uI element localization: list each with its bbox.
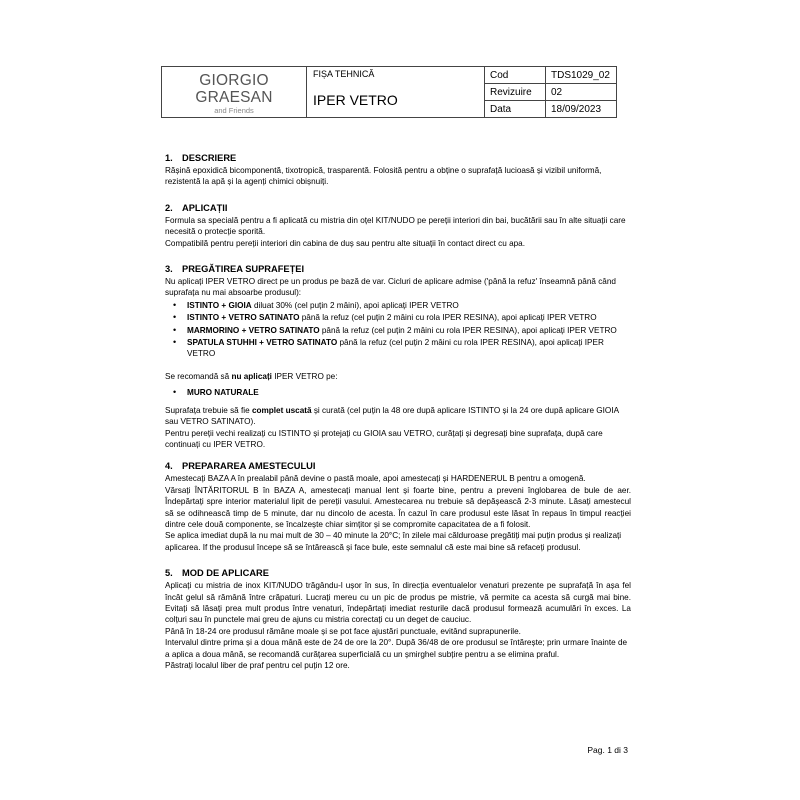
- section-heading-prepararea-amestecului: [165, 460, 631, 472]
- meta-value-revision: 02: [546, 84, 617, 101]
- document-title: IPER VETRO: [313, 92, 398, 108]
- brand-logo: [162, 67, 307, 118]
- list-item: • MARMORINO + VETRO SATINATO până la refuz (cel puțin 2 mâini cu rola IPER RESINA), apoi aplicați IPER VETRO: [165, 325, 631, 336]
- section-heading-mod-de-aplicare: [165, 567, 631, 579]
- paragraph: Păstrați localul liber de praf pentru cel puțin 12 ore.: [165, 661, 350, 670]
- paragraph: Intervalul dintre prima și a doua mână este de 24 de ore la 20°. După 36/48 de ore produsul se întărește; prin urmare înainte de a aplica a doua mână, se recomandă curățarea superficială cu un șmirghel subțire pentru a se elimina praful.: [165, 638, 628, 659]
- page-number: Pag. 1 di 3: [587, 745, 628, 755]
- title-cell: [307, 67, 485, 118]
- section-title: DESCRIERE: [182, 153, 237, 163]
- section-number: 4.: [165, 461, 173, 472]
- paragraph: Se aplica imediat după la nu mai mult de 30 – 40 minute la 20°C; în zilele mai călduroase pregătiți mai puțin produs și realizați aplicarea. If the produsul începe să se întărească și face bule, este semnalul că este mai bine să refaceți produsul.: [165, 531, 622, 552]
- section-number: 2.: [165, 202, 173, 213]
- document-body: [165, 152, 631, 671]
- meta-key-date: Data: [485, 101, 546, 118]
- paragraph: Se recomandă să nu aplicați IPER VETRO pe:: [165, 371, 338, 381]
- section-title: PREGĂTIREA SUPRAFEȚEI: [182, 264, 305, 275]
- section-title: MOD DE APLICARE: [182, 568, 269, 579]
- not-recommended-list: [165, 387, 631, 398]
- paragraph: Aplicați cu mistria de inox KIT/NUDO trăgându-l ușor în sus, în direcția eventualelor venaturi prezente pe suprafață în așa fel încât gelul să rămână între crăpaturi. Lucrați mereu cu un pic de produs pe mistrie, vă permite ca acesta să curgă mai bine. Evitați să lăsați prea mult produs între venaturi, îndepărtați imediat resturile dacă produsul formează acumulări în exces. La colțuri sau în punctele mai greu de ajuns cu mistria corectați cu un deget de cauciuc.: [165, 581, 631, 625]
- list-item: • ISTINTO + VETRO SATINATO până la refuz (cel puțin 2 mâini cu rola IPER RESINA), apoi aplicați IPER VETRO: [165, 312, 631, 323]
- paragraph: Nu aplicați IPER VETRO direct pe un produs pe bază de var. Cicluri de aplicare admise ('până la refuz' înseamnă până când suprafața nu mai absoarbe produsul):: [165, 277, 616, 298]
- application-cycles-list: [165, 300, 631, 360]
- brand-subtitle: and Friends: [214, 106, 254, 115]
- section-number: 5.: [165, 568, 173, 579]
- section-title: PREPARAREA AMESTECULUI: [182, 461, 316, 472]
- list-item: • SPATULA STUHHI + VETRO SATINATO până la refuz (cel puțin 2 mâini cu rola IPER RESINA), apoi aplicați IPER VETRO: [165, 337, 631, 360]
- paragraph: Amestecați BAZA A în prealabil până devine o pastă moale, apoi amestecați și HARDENERUL B pentru a omogenă.: [165, 474, 586, 484]
- brand-name: GIORGIO GRAESAN: [195, 72, 273, 106]
- paragraph: Până în 18-24 ore produsul rămâne moale și se pot face ajustări punctuale, evitând suprapunerile.: [165, 626, 521, 636]
- paragraph: Compatibilă pentru pereții interiori din cabina de duș sau pentru alte situații în contact direct cu apa.: [165, 238, 526, 248]
- paragraph: Suprafața trebuie să fie complet uscată și curată (cel puțin la 48 ore după aplicare ISTINTO și la 24 ore după aplicare GIOIA sau VETRO SATINATO).: [165, 405, 619, 427]
- meta-key-code: Cod: [485, 67, 546, 84]
- section-heading-descriere: [165, 152, 631, 164]
- list-item: • ISTINTO + GIOIA diluat 30% (cel puțin 2 mâini), apoi aplicați IPER VETRO: [165, 300, 631, 311]
- section-number: 3.: [165, 264, 173, 275]
- meta-value-code: TDS1029_02: [546, 67, 617, 84]
- paragraph: Vărsați ÎNTĂRITORUL B în BAZA A, amestecați manual lent și foarte bine, pentru a preveni înglobarea de bule de aer. Îndepărtați spre interior materialul lipit de pereții vasului. Amestecarea nu trebuie să depășească 2-3 minute. Lăsați amestecul să se odihnească timp de 5 minute, dar nu dincolo de acesta. În cazul în care produsul este lăsat în repaus în timpul reacției dintre cele două componente, se încalzește chiar simțitor și se compromite capacitatea de a fi folosit.: [165, 485, 631, 529]
- paragraph: Rășină epoxidică bicomponentă, tixotropică, trasparentă. Folosită pentru a obține o suprafață lucioasă și vizibil uniformă, rezistentă la apă și la agenți chimici obișnuiți.: [165, 166, 602, 187]
- section-number: 1.: [165, 153, 173, 163]
- meta-value-date: 18/09/2023: [546, 101, 617, 118]
- section-title: APLICAȚII: [182, 202, 228, 213]
- list-item: • MURO NATURALE: [165, 387, 631, 398]
- paragraph: Pentru pereții vechi realizați cu ISTINTO și protejați cu GIOIA sau VETRO, curățați și degresați bine suprafața, după care continuați cu IPER VETRO.: [165, 428, 603, 449]
- section-heading-pregatirea-suprafetei: [165, 263, 631, 275]
- paragraph: Formula sa specială pentru a fi aplicată cu mistria din oțel KIT/NUDO pe pereții interiori din bai, bucătării sau în alte situații care necesită o protecție sporită.: [165, 215, 626, 237]
- document-type: FIȘA TEHNICĂ: [313, 69, 375, 79]
- section-heading-aplicatii: [165, 202, 631, 214]
- meta-key-revision: Revizuire: [485, 84, 546, 101]
- header-table: [161, 66, 617, 118]
